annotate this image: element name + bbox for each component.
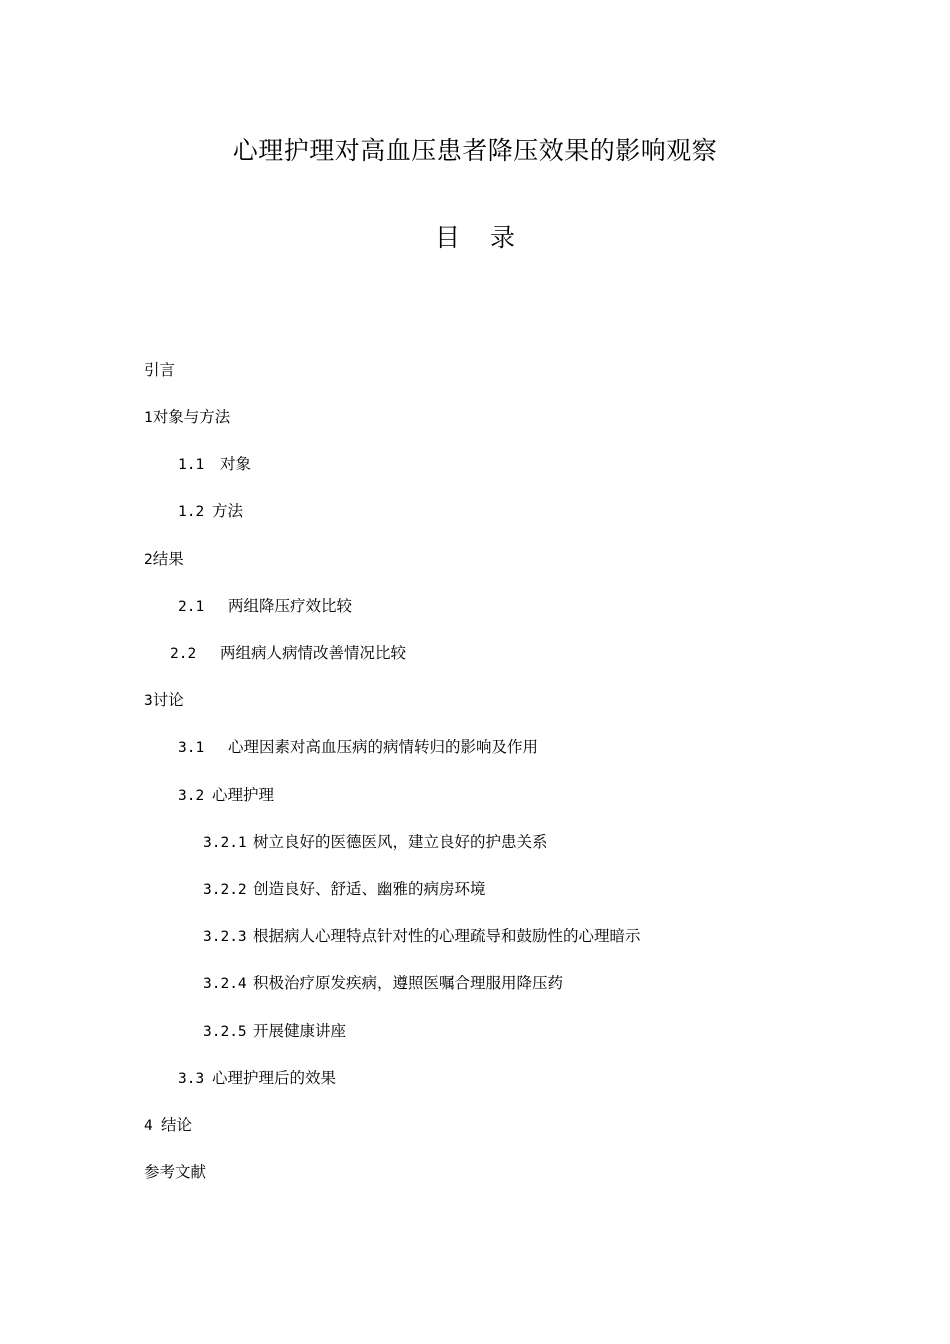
toc-item-number: 3.2.4 (203, 976, 247, 992)
toc-heading-left: 目 (434, 223, 460, 252)
toc-item-label: 参考文献 (144, 1163, 207, 1181)
toc-item-label: 根据病人心理特点针对性的心理疏导和鼓励性的心理暗示 (253, 927, 641, 945)
toc-item-number: 3.1 (178, 740, 205, 756)
toc-item-3-3[interactable] (178, 1067, 336, 1090)
toc-item-number: 2.1 (178, 599, 205, 615)
toc-item-3-2-4[interactable] (203, 972, 563, 995)
toc-item-label: 结论 (161, 1116, 193, 1134)
toc-item-number: 3.3 (178, 1071, 205, 1087)
toc-item-label: 树立良好的医德医风，建立良好的护患关系 (253, 833, 548, 851)
toc-item-2-1[interactable] (178, 595, 352, 618)
toc-item-label: 方法 (212, 502, 244, 520)
toc-item-number: 3.2.2 (203, 882, 247, 898)
toc-item-3-2-2[interactable] (203, 878, 486, 901)
toc-item-3[interactable] (144, 689, 184, 712)
toc-item-1-2[interactable] (178, 500, 243, 523)
toc-item-label: 心理护理后的效果 (212, 1069, 337, 1087)
toc-item-label: 两组病人病情改善情况比较 (220, 644, 407, 662)
toc-item-introduction[interactable] (144, 359, 175, 381)
toc-item-label: 对象与方法 (152, 408, 231, 426)
toc-item-1[interactable] (144, 406, 230, 429)
toc-item-label: 创造良好、舒适、幽雅的病房环境 (253, 880, 486, 898)
toc-item-number: 1 (144, 410, 153, 426)
toc-item-number: 3.2.3 (203, 929, 247, 945)
toc-item-label: 心理因素对高血压病的病情转归的影响及作用 (228, 738, 539, 756)
toc-item-label: 心理护理 (212, 786, 275, 804)
toc-item-label: 引言 (144, 361, 176, 379)
toc-item-label: 结果 (152, 550, 184, 568)
toc-item-number: 1.2 (178, 504, 205, 520)
toc-item-4[interactable] (144, 1114, 192, 1137)
toc-item-number: 1.1 (178, 457, 205, 473)
toc-item-label: 两组降压疗效比较 (228, 597, 353, 615)
toc-item-3-2-1[interactable] (203, 831, 548, 854)
toc-item-number: 3.2.5 (203, 1024, 247, 1040)
toc-item-number: 3 (144, 693, 153, 709)
toc-item-number: 3.2.1 (203, 835, 247, 851)
toc-item-2-2[interactable] (170, 642, 406, 665)
toc-item-3-2-5[interactable] (203, 1020, 346, 1043)
toc-item-label: 开展健康讲座 (253, 1022, 347, 1040)
toc-item-references[interactable] (144, 1161, 206, 1183)
toc-item-number: 3.2 (178, 788, 205, 804)
toc-item-2[interactable] (144, 548, 184, 571)
toc-item-number: 4 (144, 1118, 153, 1134)
toc-item-3-2[interactable] (178, 784, 274, 807)
toc-item-label: 讨论 (152, 691, 184, 709)
toc-item-number: 2 (144, 552, 153, 568)
toc-item-number: 2.2 (170, 646, 197, 662)
toc-item-3-1[interactable] (178, 736, 538, 759)
toc-item-label: 对象 (220, 455, 252, 473)
document-title: 心理护理对高血压患者降压效果的影响观察 (232, 136, 718, 165)
toc-item-1-1[interactable] (178, 453, 251, 476)
toc-item-3-2-3[interactable] (203, 925, 641, 948)
toc-heading-right: 录 (490, 223, 516, 252)
toc-heading (0, 218, 950, 258)
toc-item-label: 积极治疗原发疾病，遵照医嘱合理服用降压药 (253, 974, 564, 992)
